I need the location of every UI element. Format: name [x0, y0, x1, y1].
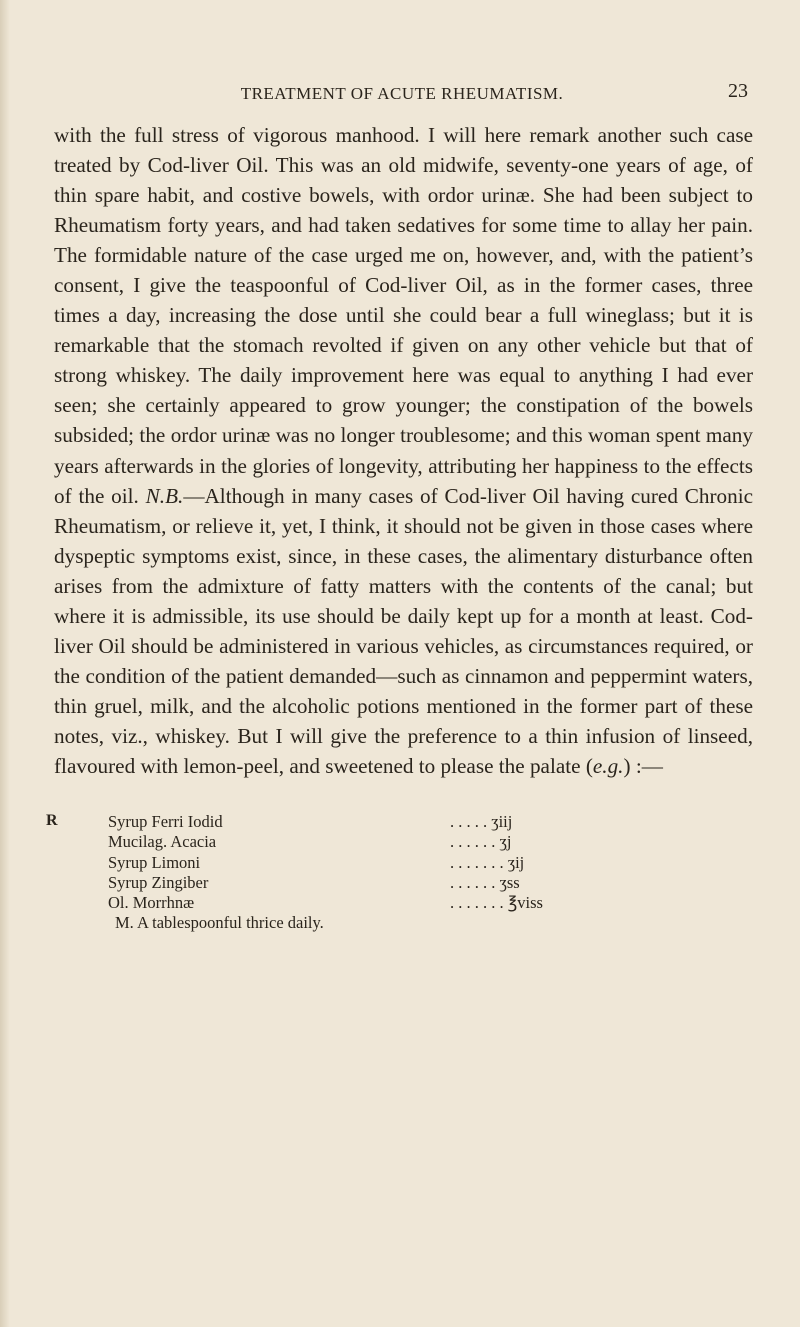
- prescription-row: [46, 873, 766, 893]
- prescription-row: [46, 893, 766, 913]
- prescription-row: [46, 853, 766, 873]
- prescription: [46, 812, 766, 933]
- prescription-directions: M. A tablespoonful thrice daily.: [115, 913, 324, 933]
- prescription-row: [46, 832, 766, 852]
- ingredient-name: Ol. Morrhnæ: [108, 893, 195, 913]
- quantity-value: ℥viss: [507, 893, 543, 913]
- dot-leader: . . . . . . .: [450, 893, 504, 913]
- ingredient-name: Mucilag. Acacia: [108, 832, 217, 852]
- dot-leader: . . . . . .: [450, 872, 496, 892]
- running-head: [54, 80, 750, 106]
- quantity-value: ʒij: [507, 852, 525, 872]
- dot-leader: . . . . . .: [450, 832, 496, 852]
- dot-leader: . . . . .: [450, 812, 488, 831]
- ingredient-name: Syrup Ferri Iodid: [108, 812, 223, 831]
- body-paragraph: [54, 120, 753, 781]
- page-number: 23: [728, 80, 748, 102]
- ingredient-quantity: [450, 873, 600, 893]
- running-title: TREATMENT OF ACUTE RHEUMATISM.: [240, 84, 564, 103]
- nb-label: N.B.: [145, 483, 184, 508]
- ingredient-quantity: [450, 853, 600, 873]
- quantity-value: ʒss: [499, 872, 520, 892]
- ingredient-name: Syrup Zingiber: [108, 872, 209, 892]
- ingredient-quantity: [450, 812, 600, 832]
- paragraph-text: with the full stress of vigorous manhood. I will here remark another such case treated by Cod-liver Oil. This was an old midwife, seventy-one years of age, of thin spare habit, and costive bowels, with ordor urinæ. She had been subject to Rheumatism forty years, and had taken sedatives for some time to allay her pain. The formidable nature of the case urged me on, however, and, with the patient’s consent, I give the teaspoonful of Cod-liver Oil, as in the former cases, three times a day, increasing the dose until she could bear a full wineglass; but it is remarkable that the stomach revolted if given on any other vehicle but that of strong whiskey. The daily improvement here was equal to anything I had ever seen; she certainly appeared to grow younger; the constipation of the bowels subsided; the ordor urinæ was no longer troublesome; and this woman spent many years afterwards in the glories of longevity, attributing her happiness to the effects of the oil.: [54, 123, 753, 508]
- paragraph-text-continued: —Although in many cases of Cod-liver Oil having cured Chronic Rheumatism, or relieve it, yet, I think, it should not be given in those cases where dyspeptic symptoms exist, since, in these cases, the alimentary disturbance often arises from the admixture of fatty matters with the contents of the canal; but where it is admissible, its use should be daily kept up for a month at least. Cod-liver Oil should be administered in various vehicles, as circumstances required, or the condition of the patient demanded—such as cinnamon and peppermint waters, thin gruel, milk, and the alcoholic potions mentioned in the former part of these notes, viz., whiskey. But I will give the preference to a thin infusion of linseed, flavoured with lemon-peel, and sweetened to please the palate (: [54, 483, 753, 778]
- ingredient-name: Syrup Limoni: [108, 852, 201, 872]
- eg-label: e.g.: [592, 753, 624, 778]
- paragraph-end: ) :—: [623, 753, 663, 778]
- ingredient-quantity: [450, 832, 600, 852]
- dot-leader: . . . . . . .: [450, 852, 504, 872]
- ingredient-quantity: [450, 893, 600, 913]
- quantity-value: ʒiij: [491, 812, 513, 831]
- recipe-symbol: R: [46, 812, 58, 829]
- prescription-row: [46, 812, 766, 832]
- page-edge: [0, 0, 10, 1327]
- quantity-value: ʒj: [499, 832, 512, 852]
